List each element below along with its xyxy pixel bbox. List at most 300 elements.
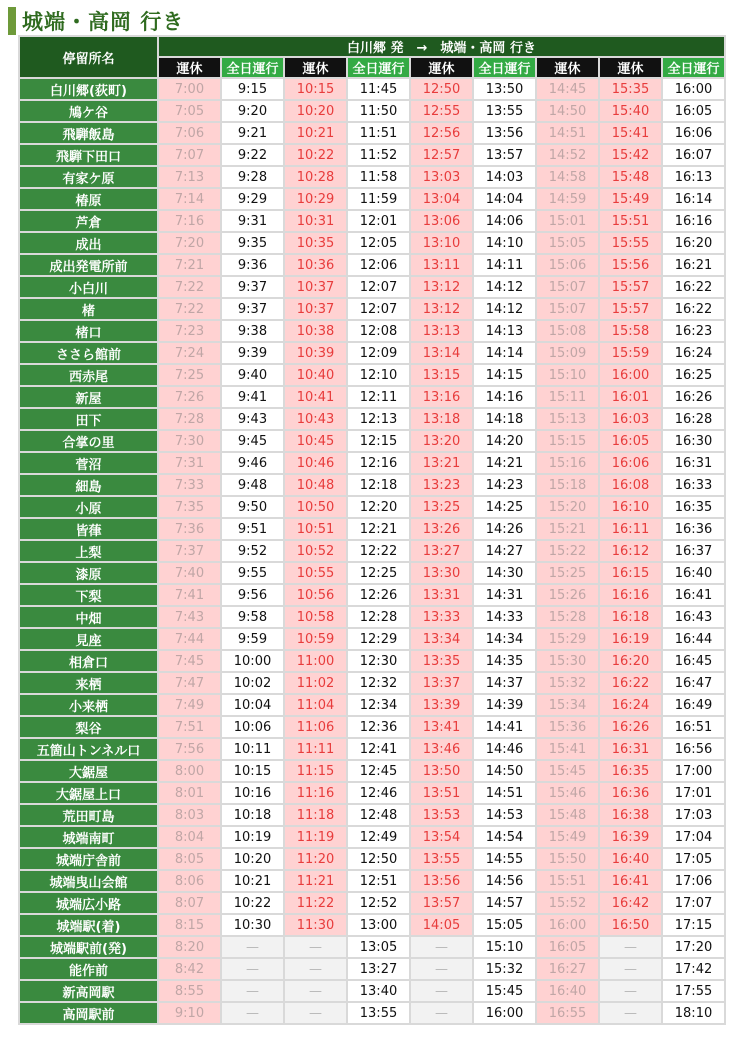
time-cell: 14:16 <box>474 387 535 407</box>
time-cell: 14:59 <box>537 189 598 209</box>
time-cell: 16:36 <box>600 783 661 803</box>
time-cell: 9:55 <box>222 563 283 583</box>
stop-name: 成出発電所前 <box>20 255 157 275</box>
time-cell: 10:55 <box>285 563 346 583</box>
time-cell: 14:21 <box>474 453 535 473</box>
time-cell: 14:05 <box>411 915 472 935</box>
time-cell: 10:36 <box>285 255 346 275</box>
time-cell: 16:30 <box>663 431 724 451</box>
time-cell: 7:31 <box>159 453 220 473</box>
stop-name: 城端駅前(発) <box>20 937 157 957</box>
time-cell: 15:08 <box>537 321 598 341</box>
time-cell: 11:51 <box>348 123 409 143</box>
time-cell: 16:15 <box>600 563 661 583</box>
table-row <box>20 673 724 693</box>
service-type-header: 全日運行 <box>222 58 283 77</box>
time-cell: — <box>285 937 346 957</box>
time-cell: 16:01 <box>600 387 661 407</box>
time-cell: 9:10 <box>159 1003 220 1023</box>
time-cell: 13:23 <box>411 475 472 495</box>
table-row <box>20 233 724 253</box>
table-row <box>20 123 724 143</box>
time-cell: 12:57 <box>411 145 472 165</box>
time-cell: 11:21 <box>285 871 346 891</box>
time-cell: 9:15 <box>222 79 283 99</box>
table-row <box>20 959 724 979</box>
time-cell: 13:00 <box>348 915 409 935</box>
time-cell: 14:41 <box>474 717 535 737</box>
time-cell: 17:00 <box>663 761 724 781</box>
time-cell: 7:26 <box>159 387 220 407</box>
time-cell: 12:05 <box>348 233 409 253</box>
time-cell: 14:03 <box>474 167 535 187</box>
stop-name: 中畑 <box>20 607 157 627</box>
time-cell: 17:05 <box>663 849 724 869</box>
time-cell: 15:57 <box>600 277 661 297</box>
time-cell: 10:30 <box>222 915 283 935</box>
table-row <box>20 651 724 671</box>
stop-name: 新高岡駅 <box>20 981 157 1001</box>
time-cell: 10:04 <box>222 695 283 715</box>
time-cell: 16:03 <box>600 409 661 429</box>
time-cell: — <box>600 937 661 957</box>
stop-name: 小来栖 <box>20 695 157 715</box>
time-cell: 10:20 <box>285 101 346 121</box>
table-row <box>20 805 724 825</box>
time-cell: 16:31 <box>663 453 724 473</box>
table-row <box>20 541 724 561</box>
time-cell: 13:55 <box>474 101 535 121</box>
time-cell: 12:49 <box>348 827 409 847</box>
time-cell: 16:05 <box>537 937 598 957</box>
time-cell: — <box>285 959 346 979</box>
time-cell: 9:38 <box>222 321 283 341</box>
time-cell: 14:53 <box>474 805 535 825</box>
time-cell: 12:06 <box>348 255 409 275</box>
service-type-header: 運休 <box>285 58 346 77</box>
time-cell: 9:29 <box>222 189 283 209</box>
time-cell: 16:12 <box>600 541 661 561</box>
time-cell: 13:04 <box>411 189 472 209</box>
time-cell: 12:50 <box>348 849 409 869</box>
stop-column-header: 停留所名 <box>20 37 157 77</box>
time-cell: 9:41 <box>222 387 283 407</box>
time-cell: 12:46 <box>348 783 409 803</box>
time-cell: 18:10 <box>663 1003 724 1023</box>
service-type-header: 全日運行 <box>348 58 409 77</box>
time-cell: 15:55 <box>600 233 661 253</box>
time-cell: 10:48 <box>285 475 346 495</box>
time-cell: 8:15 <box>159 915 220 935</box>
time-cell: 7:25 <box>159 365 220 385</box>
table-row <box>20 981 724 1001</box>
time-cell: 9:37 <box>222 277 283 297</box>
time-cell: 11:52 <box>348 145 409 165</box>
stop-name: 大鋸屋 <box>20 761 157 781</box>
time-cell: 14:58 <box>537 167 598 187</box>
time-cell: 17:03 <box>663 805 724 825</box>
time-cell: 11:11 <box>285 739 346 759</box>
time-cell: 14:46 <box>474 739 535 759</box>
time-cell: 9:35 <box>222 233 283 253</box>
service-type-header: 全日運行 <box>474 58 535 77</box>
time-cell: 14:15 <box>474 365 535 385</box>
time-cell: 7:07 <box>159 145 220 165</box>
time-cell: 10:22 <box>285 145 346 165</box>
time-cell: 11:18 <box>285 805 346 825</box>
time-cell: 10:31 <box>285 211 346 231</box>
time-cell: 15:10 <box>537 365 598 385</box>
time-cell: 16:05 <box>600 431 661 451</box>
title-accent-bar <box>8 7 16 35</box>
time-cell: 8:20 <box>159 937 220 957</box>
time-cell: 7:47 <box>159 673 220 693</box>
time-cell: — <box>222 981 283 1001</box>
time-cell: 15:49 <box>600 189 661 209</box>
stop-name: 高岡駅前 <box>20 1003 157 1023</box>
time-cell: 16:18 <box>600 607 661 627</box>
time-cell: 12:32 <box>348 673 409 693</box>
time-cell: 16:51 <box>663 717 724 737</box>
time-cell: 15:46 <box>537 783 598 803</box>
time-cell: 12:10 <box>348 365 409 385</box>
time-cell: 13:25 <box>411 497 472 517</box>
time-cell: 7:30 <box>159 431 220 451</box>
time-cell: 9:22 <box>222 145 283 165</box>
time-cell: 13:26 <box>411 519 472 539</box>
time-cell: 12:52 <box>348 893 409 913</box>
time-cell: 16:38 <box>600 805 661 825</box>
table-row <box>20 893 724 913</box>
stop-name: 椿原 <box>20 189 157 209</box>
time-cell: 9:52 <box>222 541 283 561</box>
time-cell: 11:59 <box>348 189 409 209</box>
time-cell: 14:51 <box>537 123 598 143</box>
time-cell: 7:36 <box>159 519 220 539</box>
time-cell: 16:41 <box>663 585 724 605</box>
table-row <box>20 101 724 121</box>
time-cell: 16:08 <box>600 475 661 495</box>
stop-name: 能作前 <box>20 959 157 979</box>
time-cell: 10:21 <box>222 871 283 891</box>
stop-name: 漆原 <box>20 563 157 583</box>
time-cell: 14:12 <box>474 277 535 297</box>
time-cell: 12:08 <box>348 321 409 341</box>
time-cell: 11:15 <box>285 761 346 781</box>
time-cell: 16:16 <box>600 585 661 605</box>
time-cell: 16:10 <box>600 497 661 517</box>
time-cell: 16:20 <box>600 651 661 671</box>
table-row <box>20 299 724 319</box>
time-cell: 14:51 <box>474 783 535 803</box>
time-cell: 15:42 <box>600 145 661 165</box>
stop-name: 鳩ケ谷 <box>20 101 157 121</box>
time-cell: 10:46 <box>285 453 346 473</box>
time-cell: 10:56 <box>285 585 346 605</box>
time-cell: 10:19 <box>222 827 283 847</box>
stop-name: 小白川 <box>20 277 157 297</box>
time-cell: 13:03 <box>411 167 472 187</box>
time-cell: 13:46 <box>411 739 472 759</box>
time-cell: 15:07 <box>537 299 598 319</box>
time-cell: 14:31 <box>474 585 535 605</box>
time-cell: 13:13 <box>411 321 472 341</box>
time-cell: 12:34 <box>348 695 409 715</box>
time-cell: 11:16 <box>285 783 346 803</box>
time-cell: — <box>411 937 472 957</box>
table-row <box>20 409 724 429</box>
stop-name: 城端庁舎前 <box>20 849 157 869</box>
time-cell: 12:21 <box>348 519 409 539</box>
time-cell: 7:49 <box>159 695 220 715</box>
time-cell: 16:24 <box>600 695 661 715</box>
time-cell: 16:05 <box>663 101 724 121</box>
time-cell: — <box>411 1003 472 1023</box>
time-cell: 13:51 <box>411 783 472 803</box>
time-cell: 9:31 <box>222 211 283 231</box>
time-cell: 13:50 <box>411 761 472 781</box>
route-header: 白川郷 発 → 城端・高岡 行き <box>159 37 724 56</box>
time-cell: 13:05 <box>348 937 409 957</box>
time-cell: 7:05 <box>159 101 220 121</box>
time-cell: 9:28 <box>222 167 283 187</box>
time-cell: 13:55 <box>411 849 472 869</box>
time-cell: 14:06 <box>474 211 535 231</box>
time-cell: 10:37 <box>285 277 346 297</box>
time-cell: 13:57 <box>474 145 535 165</box>
time-cell: 15:56 <box>600 255 661 275</box>
time-cell: 7:40 <box>159 563 220 583</box>
time-cell: 7:00 <box>159 79 220 99</box>
time-cell: 13:21 <box>411 453 472 473</box>
stop-name: 五箇山トンネル口 <box>20 739 157 759</box>
time-cell: 10:51 <box>285 519 346 539</box>
time-cell: 10:41 <box>285 387 346 407</box>
time-cell: 11:04 <box>285 695 346 715</box>
time-cell: 16:40 <box>600 849 661 869</box>
time-cell: 10:50 <box>285 497 346 517</box>
time-cell: 16:31 <box>600 739 661 759</box>
time-cell: 15:09 <box>537 343 598 363</box>
time-cell: 11:22 <box>285 893 346 913</box>
time-cell: 15:48 <box>537 805 598 825</box>
time-cell: 14:30 <box>474 563 535 583</box>
time-cell: 12:20 <box>348 497 409 517</box>
stop-name: 楮 <box>20 299 157 319</box>
time-cell: 12:50 <box>411 79 472 99</box>
time-cell: 12:28 <box>348 607 409 627</box>
time-cell: 10:15 <box>222 761 283 781</box>
table-row <box>20 783 724 803</box>
time-cell: 16:37 <box>663 541 724 561</box>
time-cell: 16:16 <box>663 211 724 231</box>
table-row <box>20 167 724 187</box>
service-type-header: 全日運行 <box>663 58 724 77</box>
time-cell: 13:55 <box>348 1003 409 1023</box>
time-cell: 13:31 <box>411 585 472 605</box>
stop-name: 来栖 <box>20 673 157 693</box>
time-cell: 16:11 <box>600 519 661 539</box>
time-cell: 7:33 <box>159 475 220 495</box>
time-cell: 12:09 <box>348 343 409 363</box>
table-row <box>20 827 724 847</box>
stop-name: 菅沼 <box>20 453 157 473</box>
table-row <box>20 431 724 451</box>
stop-name: 梨谷 <box>20 717 157 737</box>
time-cell: 13:57 <box>411 893 472 913</box>
time-cell: 7:44 <box>159 629 220 649</box>
time-cell: 8:00 <box>159 761 220 781</box>
time-cell: 14:20 <box>474 431 535 451</box>
time-cell: — <box>411 981 472 1001</box>
time-cell: 13:12 <box>411 299 472 319</box>
time-cell: 13:56 <box>474 123 535 143</box>
time-cell: 9:39 <box>222 343 283 363</box>
time-cell: 10:29 <box>285 189 346 209</box>
time-cell: 11:30 <box>285 915 346 935</box>
time-cell: 13:27 <box>411 541 472 561</box>
service-type-header: 運休 <box>411 58 472 77</box>
table-row <box>20 761 724 781</box>
time-cell: 7:06 <box>159 123 220 143</box>
time-cell: 15:11 <box>537 387 598 407</box>
stop-name: 城端広小路 <box>20 893 157 913</box>
time-cell: 16:44 <box>663 629 724 649</box>
time-cell: 7:16 <box>159 211 220 231</box>
time-cell: 15:59 <box>600 343 661 363</box>
time-cell: 12:13 <box>348 409 409 429</box>
time-cell: 15:26 <box>537 585 598 605</box>
time-cell: 15:49 <box>537 827 598 847</box>
time-cell: 13:37 <box>411 673 472 693</box>
stop-name: 相倉口 <box>20 651 157 671</box>
time-cell: 7:23 <box>159 321 220 341</box>
time-cell: 16:43 <box>663 607 724 627</box>
time-cell: 8:05 <box>159 849 220 869</box>
time-cell: 13:20 <box>411 431 472 451</box>
table-row <box>20 189 724 209</box>
time-cell: 12:26 <box>348 585 409 605</box>
stop-name: 下梨 <box>20 585 157 605</box>
time-cell: 7:45 <box>159 651 220 671</box>
time-cell: 17:04 <box>663 827 724 847</box>
time-cell: — <box>411 959 472 979</box>
table-row <box>20 915 724 935</box>
time-cell: 9:56 <box>222 585 283 605</box>
time-cell: 10:39 <box>285 343 346 363</box>
time-cell: 16:42 <box>600 893 661 913</box>
time-cell: 16:33 <box>663 475 724 495</box>
time-cell: 11:45 <box>348 79 409 99</box>
time-cell: 14:13 <box>474 321 535 341</box>
time-cell: 15:51 <box>537 871 598 891</box>
time-cell: 8:04 <box>159 827 220 847</box>
time-cell: 12:51 <box>348 871 409 891</box>
time-cell: 14:57 <box>474 893 535 913</box>
time-cell: 15:15 <box>537 431 598 451</box>
title-text: 城端・高岡 行き <box>22 10 185 34</box>
time-cell: 13:34 <box>411 629 472 649</box>
time-cell: 10:00 <box>222 651 283 671</box>
time-cell: 7:22 <box>159 277 220 297</box>
time-cell: 15:29 <box>537 629 598 649</box>
time-cell: 13:15 <box>411 365 472 385</box>
time-cell: 16:23 <box>663 321 724 341</box>
time-cell: 16:06 <box>663 123 724 143</box>
table-row <box>20 849 724 869</box>
time-cell: 12:41 <box>348 739 409 759</box>
time-cell: 15:35 <box>600 79 661 99</box>
time-cell: 10:38 <box>285 321 346 341</box>
time-cell: 16:22 <box>663 299 724 319</box>
time-cell: 10:43 <box>285 409 346 429</box>
time-cell: 15:36 <box>537 717 598 737</box>
time-cell: 17:01 <box>663 783 724 803</box>
time-cell: 12:22 <box>348 541 409 561</box>
time-cell: 16:28 <box>663 409 724 429</box>
stop-name: 有家ケ原 <box>20 167 157 187</box>
time-cell: 10:02 <box>222 673 283 693</box>
time-cell: 16:25 <box>663 365 724 385</box>
time-cell: 12:36 <box>348 717 409 737</box>
time-cell: 7:24 <box>159 343 220 363</box>
time-cell: 14:18 <box>474 409 535 429</box>
table-row <box>20 717 724 737</box>
time-cell: — <box>222 1003 283 1023</box>
table-row <box>20 321 724 341</box>
time-cell: 15:21 <box>537 519 598 539</box>
time-cell: 17:42 <box>663 959 724 979</box>
time-cell: 9:59 <box>222 629 283 649</box>
time-cell: 13:33 <box>411 607 472 627</box>
time-cell: 17:20 <box>663 937 724 957</box>
time-cell: 13:53 <box>411 805 472 825</box>
time-cell: 13:18 <box>411 409 472 429</box>
time-cell: 17:06 <box>663 871 724 891</box>
time-cell: 10:40 <box>285 365 346 385</box>
time-cell: 16:24 <box>663 343 724 363</box>
stop-name: 西赤尾 <box>20 365 157 385</box>
time-cell: 16:22 <box>600 673 661 693</box>
time-cell: 14:34 <box>474 629 535 649</box>
time-cell: 7:51 <box>159 717 220 737</box>
time-cell: 16:26 <box>663 387 724 407</box>
time-cell: 15:41 <box>600 123 661 143</box>
time-cell: 10:21 <box>285 123 346 143</box>
stop-name: 成出 <box>20 233 157 253</box>
time-cell: 14:12 <box>474 299 535 319</box>
time-cell: 11:06 <box>285 717 346 737</box>
time-cell: 14:37 <box>474 673 535 693</box>
time-cell: 10:06 <box>222 717 283 737</box>
table-row <box>20 255 724 275</box>
time-cell: 15:50 <box>537 849 598 869</box>
time-cell: 14:33 <box>474 607 535 627</box>
stop-name: 上梨 <box>20 541 157 561</box>
time-cell: 16:56 <box>663 739 724 759</box>
time-cell: 16:20 <box>663 233 724 253</box>
time-cell: 12:55 <box>411 101 472 121</box>
time-cell: 12:07 <box>348 277 409 297</box>
time-cell: 15:28 <box>537 607 598 627</box>
time-cell: 11:00 <box>285 651 346 671</box>
time-cell: 7:35 <box>159 497 220 517</box>
time-cell: 16:00 <box>600 365 661 385</box>
time-cell: 13:50 <box>474 79 535 99</box>
time-cell: 16:07 <box>663 145 724 165</box>
time-cell: 7:37 <box>159 541 220 561</box>
time-cell: 9:36 <box>222 255 283 275</box>
